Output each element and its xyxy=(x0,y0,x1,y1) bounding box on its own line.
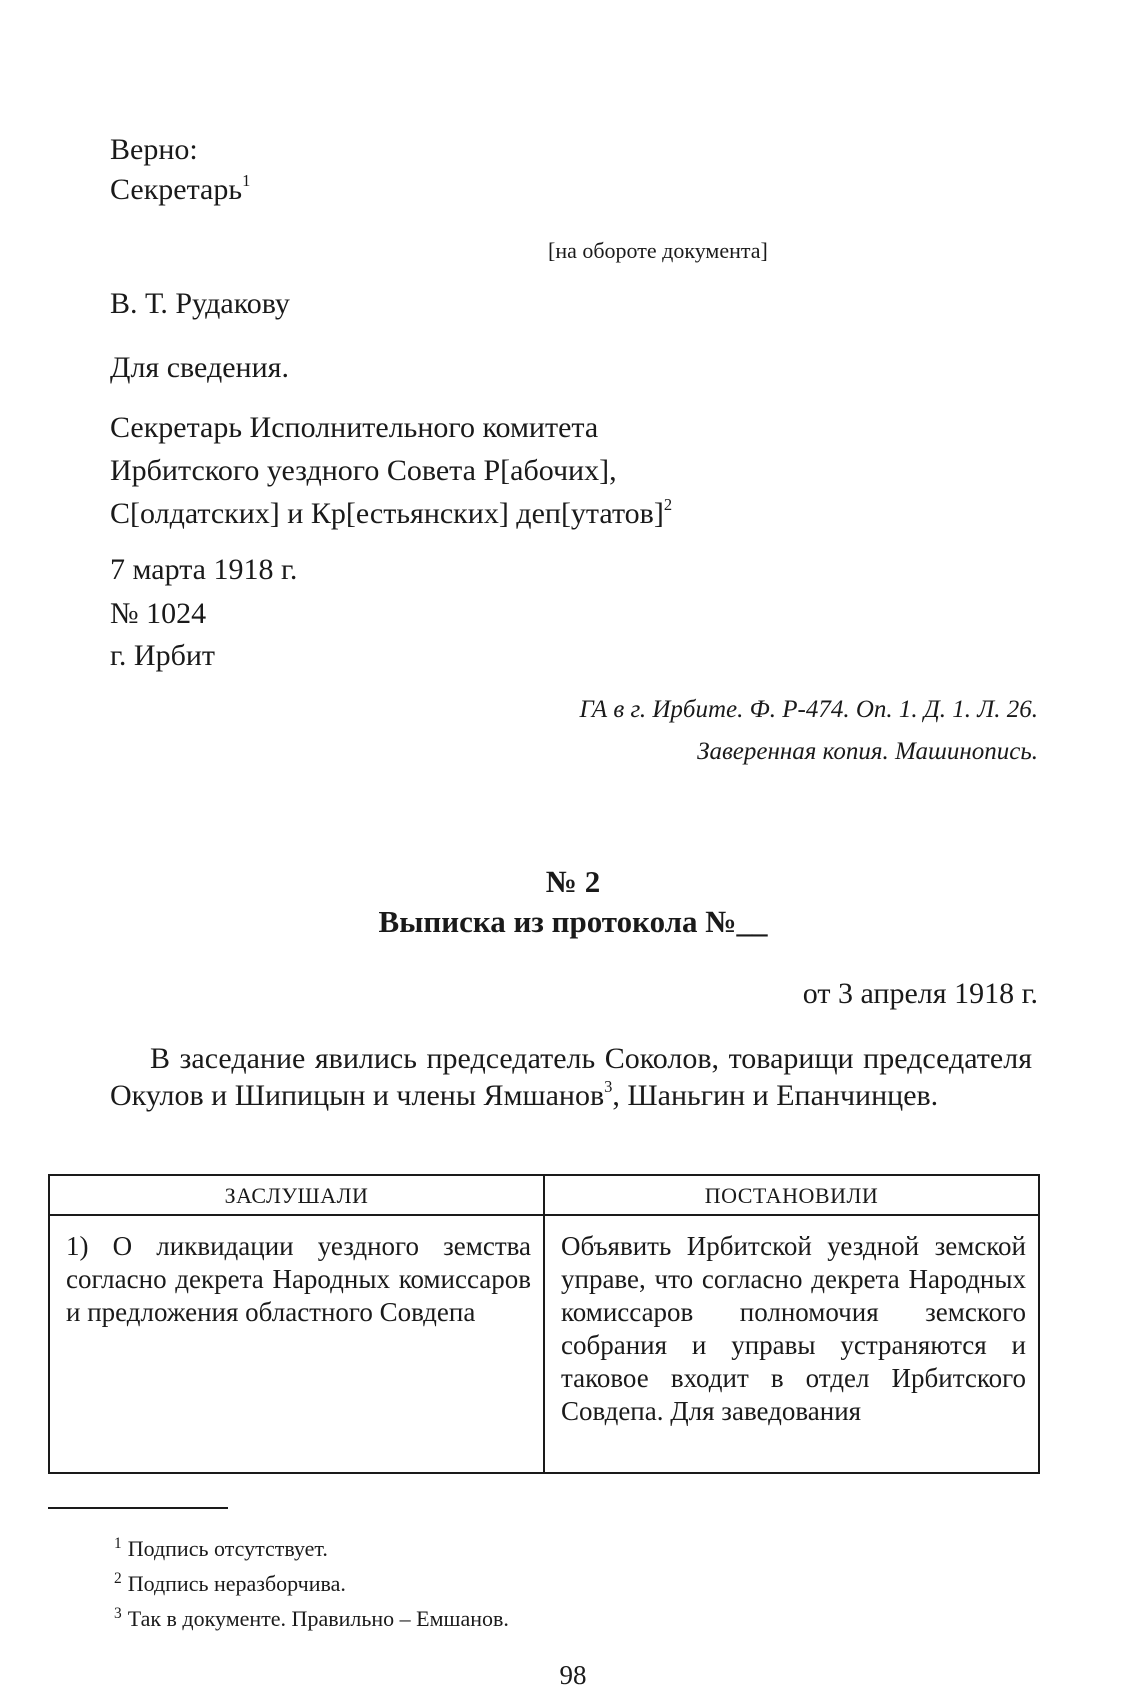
footnote-ref-2: 2 xyxy=(663,494,673,514)
column-header-resolved: ПОСТАНОВИЛИ xyxy=(544,1175,1039,1215)
document-number-heading: № 2 xyxy=(545,864,601,899)
document-date: 7 марта 1918 г. xyxy=(110,553,298,586)
attendance-paragraph: В заседание явились председатель Соколов, товарищи председателя Окулов и Шипицын и члены Ямшанов$^3$, Шаньгин и Епанчинцев. xyxy=(110,1042,1032,1112)
signature-line-3: С[олдатских] и Кр[естьянских] деп[утатов]$^2$ xyxy=(110,494,673,530)
document-number: № 1024 xyxy=(110,597,207,630)
footnote-1: $^1$ Подпись отсутствует. xyxy=(114,1535,328,1561)
footnote-ref-3: 3 xyxy=(604,1076,613,1096)
verno-label: Верно: xyxy=(110,133,198,166)
addressee: В. Т. Рудакову xyxy=(110,287,290,320)
reverse-note: [на обороте документа] xyxy=(548,238,768,263)
secretary-label: Секретарь$^1$ xyxy=(110,170,251,206)
footnote-3: $^3$ Так в документе. Правильно – Емшанов. xyxy=(114,1605,509,1631)
column-header-heard: ЗАСЛУШАЛИ xyxy=(49,1175,544,1215)
footnote-2: $^2$ Подпись неразборчива. xyxy=(114,1570,346,1596)
copy-type: Заверенная копия. Машинопись. xyxy=(697,738,1038,765)
archive-reference: ГА в г. Ирбите. Ф. Р-474. Оп. 1. Д. 1. Л. 26. xyxy=(579,696,1038,723)
signature-line-2: Ирбитского уездного Совета Р[абочих], xyxy=(110,454,617,487)
table-header-row xyxy=(49,1175,1039,1215)
table-row xyxy=(49,1215,1039,1473)
resolved-cell: Объявить Ирбитской уездной земской управе, что согласно декрета Народных комиссаров полномочия земского собрания и управы устраняются и таковое входит в отдел Ирбитского Совдепа. Для заведования xyxy=(544,1215,1039,1473)
signature-line-1: Секретарь Исполнительного комитета xyxy=(110,411,599,444)
protocol-date: от 3 апреля 1918 г. xyxy=(802,977,1038,1010)
document-place: г. Ирбит xyxy=(110,639,216,672)
for-info-line: Для сведения. xyxy=(110,351,289,384)
footnote-ref-1: 1 xyxy=(242,170,251,190)
page-number: 98 xyxy=(559,1660,587,1690)
footnote-divider xyxy=(48,1507,228,1509)
protocol-table xyxy=(48,1174,1040,1474)
heard-cell: 1) О ликвидации уездного земства согласно декрета Народных комиссаров и предложения областного Совдепа xyxy=(49,1215,544,1473)
document-title: Выписка из протокола №__ xyxy=(378,904,768,939)
